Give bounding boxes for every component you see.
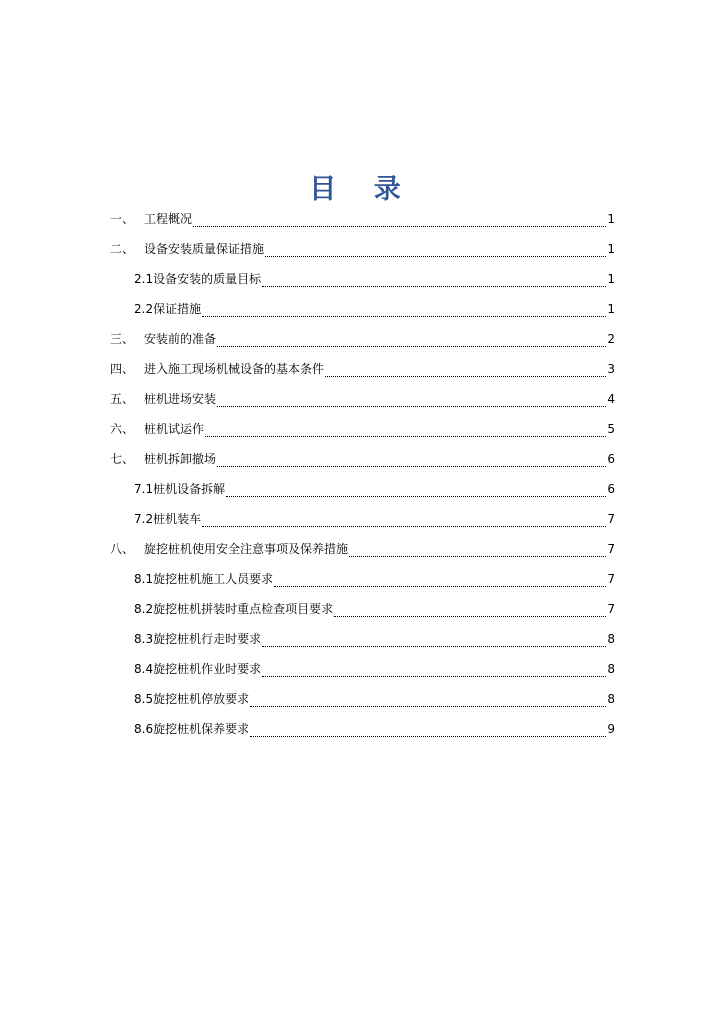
toc-entry-number: 8.2: [134, 602, 154, 616]
toc-entry-title: 旋挖桩机保养要求: [153, 722, 250, 736]
toc-entry-page-number: 6: [607, 482, 615, 496]
toc-dot-leader: [262, 664, 606, 677]
toc-entry-page-number: 8: [607, 692, 615, 706]
toc-entry-title: 桩机设备拆解: [153, 482, 226, 496]
toc-entry-title: 桩机进场安装: [144, 392, 217, 406]
toc-entry-title: 保证措施: [153, 302, 202, 316]
toc-dot-leader: [262, 274, 606, 287]
toc-entry-page-number: 1: [607, 272, 615, 286]
toc-entry-number: 8.1: [134, 572, 154, 586]
toc-entry-number: 二、: [110, 242, 135, 256]
toc-dot-leader: [250, 724, 606, 737]
toc-entry-page-number: 7: [607, 602, 615, 616]
toc-entry-number: 8.4: [134, 662, 154, 676]
toc-dot-leader: [274, 574, 606, 587]
toc-entry-number: 8.3: [134, 632, 154, 646]
toc-dot-leader: [205, 424, 606, 437]
toc-dot-leader: [217, 334, 606, 347]
toc-entry-page-number: 2: [607, 332, 615, 346]
toc-entry[interactable]: [0, 384, 615, 414]
toc-dot-leader: [334, 604, 606, 617]
toc-entry[interactable]: [0, 294, 615, 324]
toc-dot-leader: [250, 694, 606, 707]
toc-entry-number: 五、: [110, 392, 135, 406]
toc-entry-page-number: 7: [607, 512, 615, 526]
toc-entry[interactable]: [0, 624, 615, 654]
toc-entry[interactable]: [0, 534, 615, 564]
toc-entry[interactable]: [0, 714, 615, 744]
toc-dot-leader: [349, 544, 606, 557]
toc-dot-leader: [265, 244, 606, 257]
toc-entry-title: 设备安装质量保证措施: [144, 242, 265, 256]
toc-entry-number: 2.2: [134, 302, 154, 316]
toc-entry-number: 8.5: [134, 692, 154, 706]
toc-entry[interactable]: [0, 234, 615, 264]
toc-dot-leader: [262, 634, 606, 647]
toc-entry-number: 四、: [110, 362, 135, 376]
toc-entry[interactable]: [0, 264, 615, 294]
toc-entry-page-number: 8: [607, 662, 615, 676]
toc-dot-leader: [226, 484, 606, 497]
toc-entry[interactable]: [0, 654, 615, 684]
table-of-contents: [0, 204, 724, 744]
toc-entry[interactable]: [0, 504, 615, 534]
toc-entry-page-number: 6: [607, 452, 615, 466]
toc-entry-page-number: 5: [607, 422, 615, 436]
toc-entry-page-number: 7: [607, 572, 615, 586]
toc-entry-page-number: 3: [607, 362, 615, 376]
toc-entry[interactable]: [0, 444, 615, 474]
toc-entry-title: 安装前的准备: [144, 332, 217, 346]
toc-entry-title: 旋挖桩机作业时要求: [153, 662, 262, 676]
toc-entry[interactable]: [0, 324, 615, 354]
toc-entry-page-number: 7: [607, 542, 615, 556]
toc-entry[interactable]: [0, 474, 615, 504]
toc-entry-title: 旋挖桩机行走时要求: [153, 632, 262, 646]
toc-dot-leader: [217, 454, 606, 467]
toc-entry-title: 进入施工现场机械设备的基本条件: [144, 362, 325, 376]
toc-entry-page-number: 1: [607, 302, 615, 316]
toc-entry-number: 六、: [110, 422, 135, 436]
toc-entry-page-number: 9: [607, 722, 615, 736]
toc-entry-title: 旋挖桩机使用安全注意事项及保养措施: [144, 542, 349, 556]
toc-entry-number: 一、: [110, 212, 135, 226]
toc-entry-title: 桩机装车: [153, 512, 202, 526]
toc-entry-number: 7.1: [134, 482, 154, 496]
toc-entry-title: 旋挖桩机拼装时重点检查项目要求: [153, 602, 334, 616]
toc-entry[interactable]: [0, 354, 615, 384]
toc-entry-number: 七、: [110, 452, 135, 466]
toc-entry-number: 2.1: [134, 272, 154, 286]
toc-entry[interactable]: [0, 564, 615, 594]
toc-entry-title: 工程概况: [144, 212, 193, 226]
toc-dot-leader: [193, 214, 606, 227]
toc-entry[interactable]: [0, 414, 615, 444]
toc-dot-leader: [202, 514, 606, 527]
toc-dot-leader: [202, 304, 606, 317]
toc-entry[interactable]: [0, 594, 615, 624]
toc-entry-number: 7.2: [134, 512, 154, 526]
toc-entry-page-number: 4: [607, 392, 615, 406]
toc-entry-page-number: 8: [607, 632, 615, 646]
toc-entry-page-number: 1: [607, 212, 615, 226]
toc-entry-number: 三、: [110, 332, 135, 346]
toc-entry-title: 桩机拆卸撤场: [144, 452, 217, 466]
toc-dot-leader: [325, 364, 606, 377]
toc-entry[interactable]: [0, 204, 615, 234]
toc-entry-title: 旋挖桩机施工人员要求: [153, 572, 274, 586]
toc-entry-title: 设备安装的质量目标: [153, 272, 262, 286]
toc-title: 目 录: [309, 174, 415, 205]
toc-dot-leader: [217, 394, 606, 407]
toc-entry-title: 桩机试运作: [144, 422, 205, 436]
toc-entry[interactable]: [0, 684, 615, 714]
toc-entry-page-number: 1: [607, 242, 615, 256]
toc-entry-number: 八、: [110, 542, 135, 556]
toc-entry-title: 旋挖桩机停放要求: [153, 692, 250, 706]
toc-entry-number: 8.6: [134, 722, 154, 736]
